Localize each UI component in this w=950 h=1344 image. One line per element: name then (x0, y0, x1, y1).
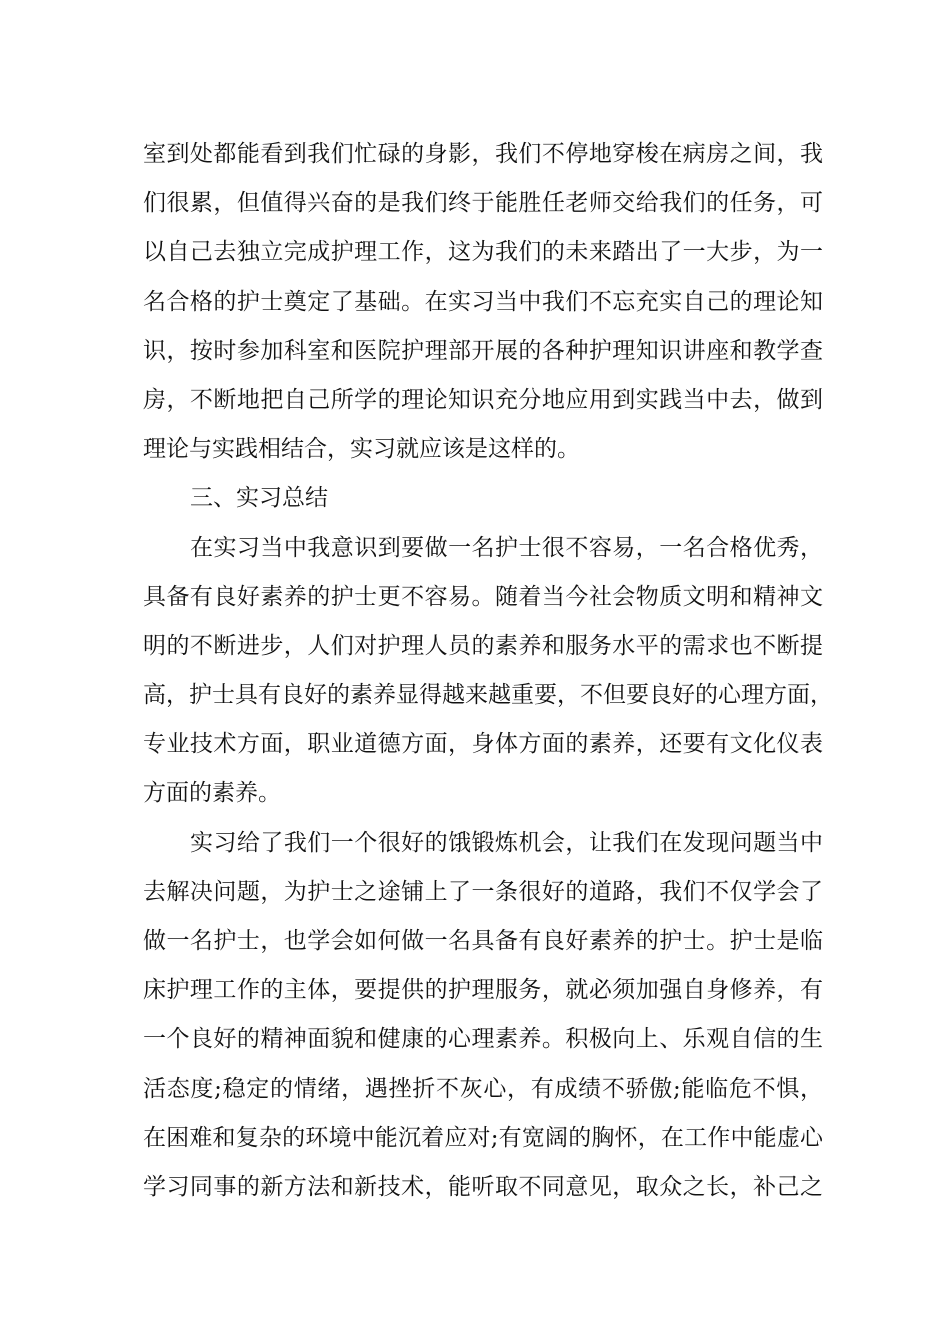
section-heading: 三、实习总结 (190, 485, 328, 512)
paragraph-summary (143, 524, 833, 819)
text-line: 方面的素养。 (143, 780, 281, 807)
document-body (143, 130, 833, 1212)
text-line: 理论与实践相结合，实习就应该是这样的。 (143, 436, 580, 463)
text-line: 们很累，但值得兴奋的是我们终于能胜任老师交给我们的任务，可 (143, 190, 823, 217)
text-line: 专业技术方面，职业道德方面，身体方面的素养，还要有文化仪表 (143, 731, 823, 758)
paragraph-reflection (143, 819, 823, 1213)
text-line: 在实习当中我意识到要做一名护士很不容易，一名合格优秀， (190, 534, 823, 561)
text-line: 活态度;稳定的情绪，遇挫折不灰心，有成绩不骄傲;能临危不惧， (143, 1075, 823, 1102)
text-line: 名合格的护士奠定了基础。在实习当中我们不忘充实自己的理论知 (143, 288, 823, 315)
text-line: 以自己去独立完成护理工作，这为我们的未来踏出了一大步，为一 (143, 239, 823, 266)
text-line: 实习给了我们一个很好的饿锻炼机会，让我们在发现问题当中 (190, 829, 823, 856)
text-line: 一个良好的精神面貌和健康的心理素养。积极向上、乐观自信的生 (143, 1026, 823, 1053)
text-line: 做一名护士，也学会如何做一名具备有良好素养的护士。护士是临 (143, 928, 823, 954)
text-line: 具备有良好素养的护士更不容易。随着当今社会物质文明和精神文 (143, 583, 823, 610)
text-line: 明的不断进步，人们对护理人员的素养和服务水平的需求也不断提 (143, 632, 823, 659)
text-line: 高，护士具有良好的素养显得越来越重要，不但要良好的心理方面， (143, 682, 833, 709)
text-line: 去解决问题，为护士之途铺上了一条很好的道路，我们不仅学会了 (143, 878, 823, 905)
text-line: 室到处都能看到我们忙碌的身影，我们不停地穿梭在病房之间，我 (143, 141, 823, 167)
text-line: 识，按时参加科室和医院护理部开展的各种护理知识讲座和教学查 (143, 337, 823, 364)
text-line: 在困难和复杂的环境中能沉着应对;有宽阔的胸怀，在工作中能虚心 (143, 1124, 823, 1151)
text-line: 床护理工作的主体，要提供的护理服务，就必须加强自身修养，有 (143, 977, 823, 1004)
paragraph-continuation (143, 130, 823, 474)
text-line: 房，不断地把自己所学的理论知识充分地应用到实践当中去，做到 (143, 386, 823, 413)
text-line: 学习同事的新方法和新技术，能听取不同意见，取众之长，补己之 (143, 1173, 823, 1200)
